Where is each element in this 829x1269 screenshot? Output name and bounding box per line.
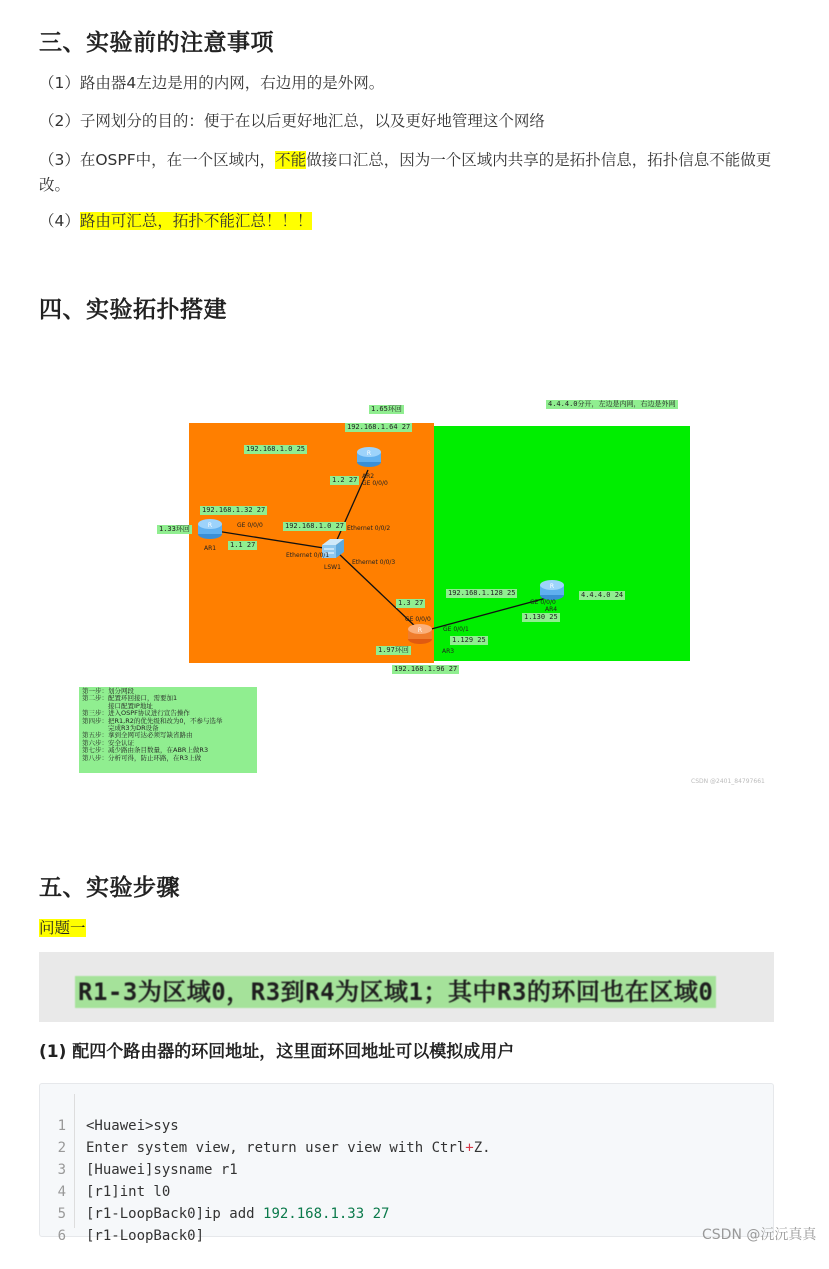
tag-net-64: 192.168.1.64 27 (347, 423, 411, 431)
precaution-item-2 (39, 109, 779, 134)
label-ar2: AR2 (362, 473, 375, 480)
code-text: [r1]int l0 (86, 1184, 171, 1200)
image-watermark: CSDN @2401_84797661 (691, 778, 765, 785)
tag-net-96: 192.168.1.96 27 (394, 665, 458, 673)
label-ar4: AR4 (545, 606, 558, 613)
section-heading-topology: 四、实验拓扑搭建 (39, 297, 227, 323)
code-operator: + (465, 1140, 474, 1156)
step-line: 第一步：划分网段 (82, 687, 134, 695)
code-text-part: Z. (473, 1140, 491, 1156)
tag-net-0-27: 192.168.1.0 27 (285, 522, 345, 530)
topology-diagram (0, 385, 829, 795)
precaution-text: （2）子网划分的目的：便于在以后更好地汇总，以及更好地管理这个网络 (39, 112, 545, 130)
code-text: [r1-LoopBack0] (86, 1228, 205, 1244)
precaution-item-1 (39, 71, 779, 96)
label-ar1-interface: GE 0/0/0 (237, 522, 263, 529)
line-number: 3 (57, 1162, 66, 1178)
code-line (40, 1137, 773, 1178)
line-number: 4 (57, 1184, 66, 1200)
label-ar3: AR3 (442, 648, 455, 655)
router-icon (407, 623, 433, 645)
svg-text:R: R (366, 450, 372, 457)
step-subheading: (1) 配四个路由器的环回地址，这里面环回地址可以模拟成用户 (39, 1042, 515, 1062)
highlighted-text: 不能 (275, 151, 307, 169)
code-text-part: [r1-LoopBack0]ip add (86, 1206, 264, 1222)
code-line (40, 1181, 773, 1222)
step-line: 第二步：配置环回接口，需要加1 (82, 694, 178, 703)
tag-ip-1-129: 1.129 25 (452, 636, 486, 644)
highlighted-text: 路由可汇总，拓扑不能汇总！！！ (79, 212, 313, 230)
router-icon (197, 518, 223, 540)
step-line: 完成R3为DR设备 (82, 724, 159, 733)
code-number: 192.168.1.33 (263, 1206, 365, 1222)
precaution-item-3 (39, 148, 779, 198)
step-line: 第八步：分析可得，防止环路，在R3上做 (82, 753, 202, 762)
question-banner (39, 952, 774, 1022)
tag-net-32: 192.168.1.32 27 (202, 506, 266, 514)
code-text: <Huawei>sys (86, 1118, 179, 1134)
svg-text:R: R (549, 583, 555, 590)
label-ar4-interface: GE 0/0/0 (530, 599, 556, 606)
tag-note-top: 4.4.4.0分开，左边是内网，右边是外网 (548, 400, 676, 408)
tag-loopback-65: 1.65环回 (371, 405, 402, 413)
line-number: 2 (57, 1140, 66, 1156)
label-ar3-interface-1: GE 0/0/1 (443, 626, 469, 633)
line-number: 6 (57, 1228, 66, 1244)
question-label (39, 917, 86, 939)
line-number: 1 (57, 1118, 66, 1134)
label-switch-e2: Ethernet 0/0/2 (347, 525, 391, 532)
label-switch-e1: Ethernet 0/0/1 (286, 552, 330, 559)
tag-net-0-25: 192.168.1.0 25 (246, 445, 306, 453)
code-line (40, 1159, 773, 1200)
label-ar3-interface-0: GE 0/0/0 (405, 616, 431, 623)
tag-ip-1-1: 1.1 27 (230, 541, 256, 549)
svg-text:R: R (207, 522, 213, 529)
step-line: 第七步：减少路由条目数量，在ABR上做R3 (82, 746, 209, 755)
tag-loopback-97: 1.97环回 (378, 646, 409, 654)
tag-net-128: 192.168.1.128 25 (448, 589, 516, 597)
section-heading-precautions: 三、实验前的注意事项 (39, 30, 274, 56)
label-switch-e3: Ethernet 0/0/3 (352, 559, 396, 566)
code-line (40, 1115, 773, 1156)
page-watermark: CSDN @沅沅真真 (702, 1227, 817, 1243)
label-lsw1: LSW1 (324, 564, 341, 571)
line-number: 5 (57, 1206, 66, 1222)
section-heading-steps: 五、实验步骤 (39, 875, 180, 901)
precaution-text: （3）在OSPF中，在一个区域内， (39, 151, 276, 169)
svg-text:R: R (417, 627, 423, 634)
step-line: 第三步：进入OSPF协议进行宣告操作 (82, 709, 190, 718)
step-line: 第四步：把R1,R2的优先级和改为0，不参与选举 (82, 716, 223, 725)
question-text: 问题一 (39, 919, 86, 937)
tag-net-4444: 4.4.4.0 24 (581, 591, 624, 599)
tag-ip-1-130: 1.130 25 (524, 613, 558, 621)
router-icon (539, 579, 565, 601)
precaution-item-4 (39, 209, 779, 234)
code-text-part: Enter system view, return user view with Ctrl (86, 1140, 466, 1156)
code-text: [Huawei]sysname r1 (86, 1162, 238, 1178)
step-line: 第六步：安全认证 (82, 738, 134, 747)
label-ar1: AR1 (204, 545, 217, 552)
banner-text: R1-3为区域0，R3到R4为区域1；其中R3的环回也在区域0 (75, 976, 716, 1008)
steps-box (79, 687, 257, 773)
tag-loopback-33: 1.33环回 (159, 525, 190, 533)
router-icon (356, 446, 382, 468)
tag-ip-1-2: 1.2 27 (332, 476, 358, 484)
step-line: 第五步：拿到全网可达必须写缺省路由 (82, 731, 193, 740)
code-line (40, 1093, 773, 1134)
precaution-text: （1）路由器4左边是用的内网，右边用的是外网。 (39, 74, 385, 92)
step-line: 接口配置IP地址 (82, 701, 153, 710)
tag-ip-1-3: 1.3 27 (398, 599, 424, 607)
code-number: 27 (372, 1206, 390, 1222)
precaution-text: （4） (39, 212, 80, 230)
label-ar2-interface: GE 0/0/0 (362, 480, 388, 487)
precaution-text: 做接口汇总，因为一个区域内共享的是拓扑信息，拓扑信息不能做更改。 (39, 151, 772, 194)
